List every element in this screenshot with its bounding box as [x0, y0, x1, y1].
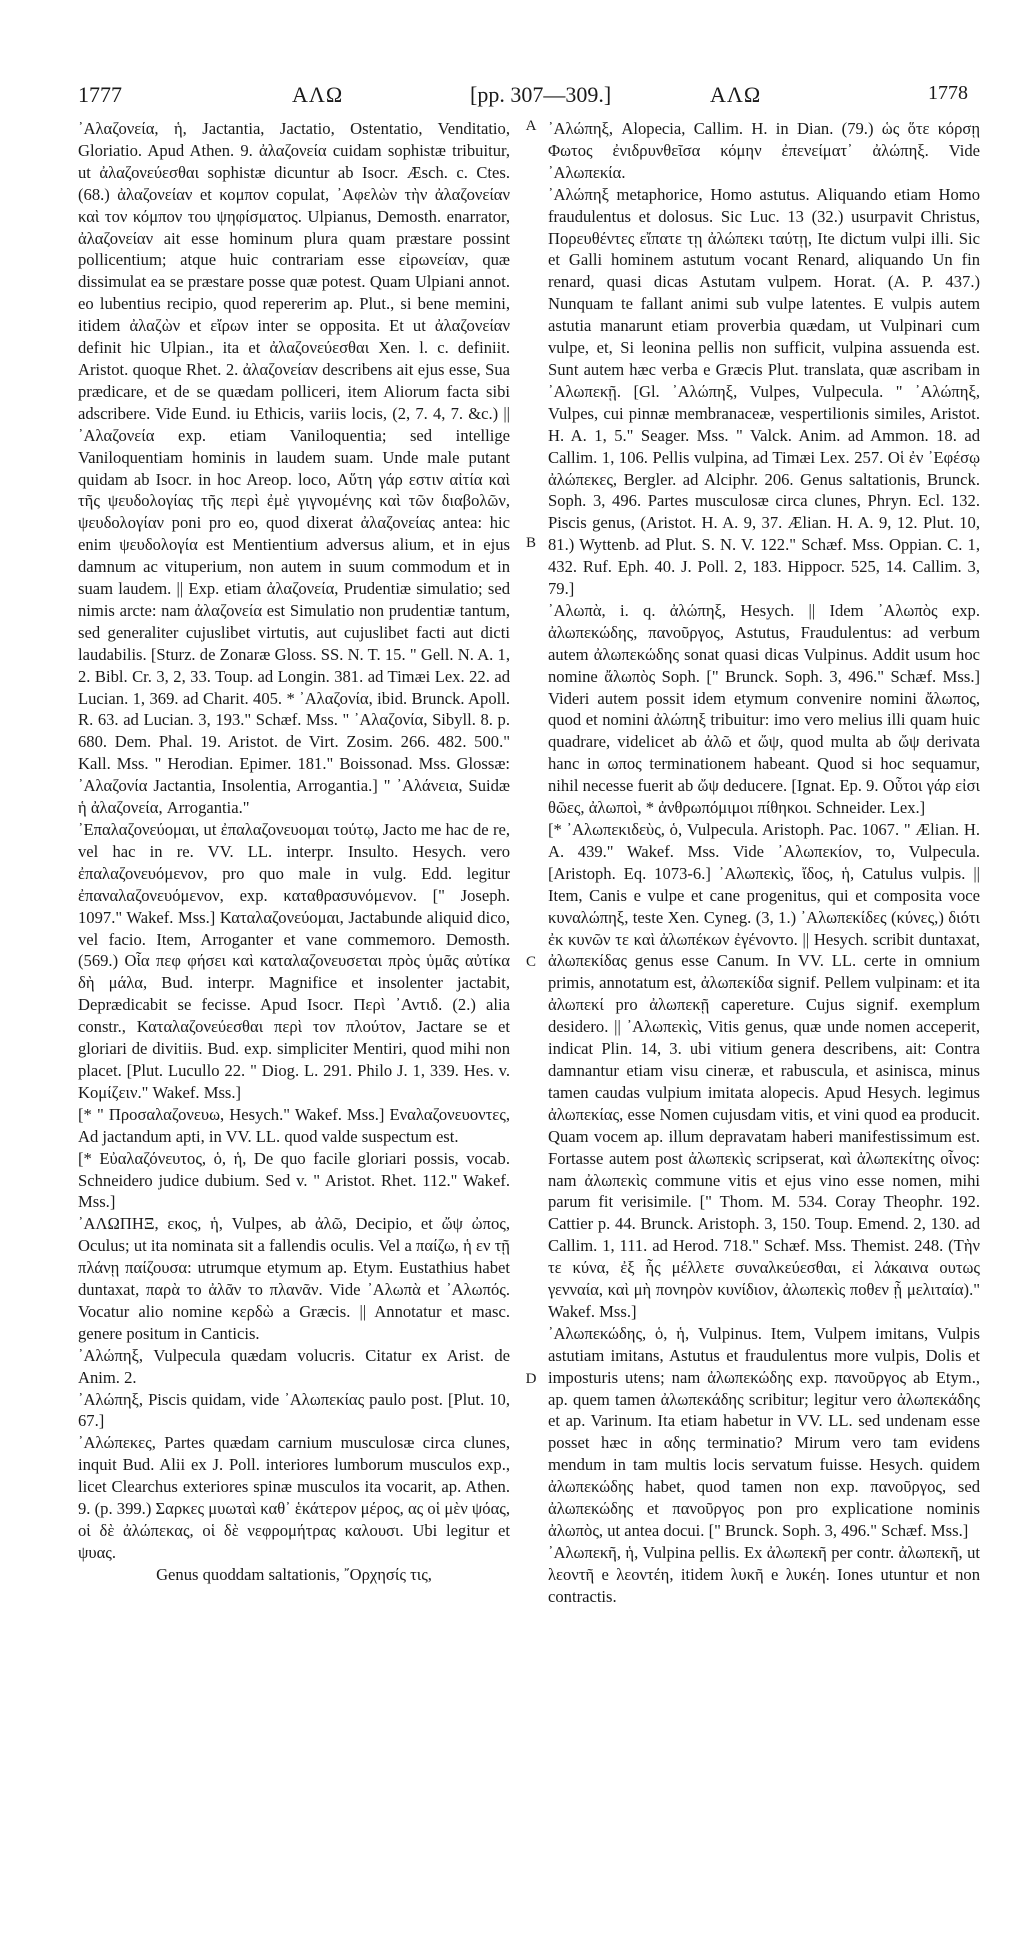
entry-alopeke: ᾿Αλωπεκῆ, ἡ, Vulpina pellis. Ex ἀλωπεκῆ per contr. ἀλωπεκῆ, ut λεοντῆ e λεοντέη, itidem λυκῆ e λυκέη. Iones utuntur et non contractis. — [548, 1542, 980, 1606]
page-number-right: 1778 — [928, 82, 968, 104]
page-number-left: 1777 — [78, 82, 122, 107]
entry-prosalazoneuo: [* " Προσαλαζονευω, Hesych." Wakef. Mss.] Εναλαζονευοντες, Ad jactandum apti, in VV. LL. quod valde suspectum est. — [78, 1104, 510, 1146]
running-headword-right: ΑΛΩ — [710, 82, 762, 107]
entry-saltatio: Genus quoddam saltationis, ῎Ορχησίς τις, — [156, 1564, 432, 1584]
margin-marker-c: C — [525, 954, 536, 970]
entry-eualazoneutos: [* Εὐαλαζόνευτος, ὁ, ἡ, De quo facile gloriari possis, vocab. Schneidero judice dubium. Sed v. " Aristot. Rhet. 112." Wakef. Mss.] — [78, 1148, 510, 1212]
left-column — [78, 118, 510, 1918]
entry-alopekodes: ᾿Αλωπεκώδης, ὁ, ἡ, Vulpinus. Item, Vulpem imitans, Vulpis astutiam imitans, Astutus et fraudulentus more vulpis, Dolis et imposturis utens; nam ἀλωπεκώδης exp. πανοῦργος ab Etym., ap. quem tamen ἀλωπεκάδης scribitur; legitur vero ἀλωπεκάδης et ap. Varinum. Ita etiam habetur in VV. LL. sed undenam esse posset hæc in αδης terminatio? Mirum vero tam evidens mendum in tam multis locis servatum fuisse. Hesych. quidem ἀλωπεκώδης habet, quod tamen non exp. πανοῦργος, sed ἀλωπεκώδης et πανοῦργος pon pro explicatione nominis ἀλωπὸς, ut antea docui. [" Brunck. Soph. 3, 496." Schæf. Mss.] — [548, 1323, 980, 1540]
entry-epalazoneuomai: ᾿Επαλαζονεύομαι, ut ἐπαλαζονευομαι τούτῳ, Jacto me hac de re, vel hac in re. VV. LL. interpr. Insulto. Hesych. vero ἐπαλαζονευόμενον, pro quo male in vulg. Edd. legitur ἐπαναλαζονευόμενον, exp. καταθρασυνόμενον. [" Joseph. 1097." Wakef. Mss.] Καταλαζονεύομαι, Jactabunde aliquid dico, vel facio. Item, Arroganter et vane commemoro. Demosth. (569.) Οἷα πεφ φήσει καὶ καταλαζονευσεται πρὸς ὑμᾶς αὐτίκα δὴ μάλα, Bud. interpr. Magnifice et insolenter jactabit, Deprædicabit se fecisse. Apud Isocr. Περὶ ᾿Αντιδ. (2.) alia constr., Καταλαζονεύεσθαι περὶ τον πλούτον, Jactare se et gloriari de divitiis. Bud. exp. simpliciter Mentiri, quod mihi non placet. [Plut. Lucullo 22. " Diog. L. 291. Philo J. 1, 339. Hes. v. Κομίζειν." Wakef. Mss.] — [78, 820, 510, 1102]
entry-alopex: ᾿ΑΛΩΠΗΞ, εκος, ἡ, Vulpes, ab ἀλῶ, Decipio, et ὤψ ὠπος, Oculus; ut ita nominata sit a fallendis oculis. Vel a παίζω, ἡ εν τῇ πλάνῃ παίζουσα: utrumque etymum ap. Etym. Eustathius habet duntaxat, παρὰ το ἀλᾶν το πλανᾶν. Vide ᾿Αλωπὰ et ᾿Αλωπός. Vocatur alio nomine κερδὼ a Græcis. || Annotatur et masc. genere positum in Canticis. — [78, 1214, 510, 1343]
page-range: [pp. 307—309.] — [470, 82, 612, 107]
right-column — [548, 118, 980, 1918]
entry-alopex-metaphorice: ᾿Αλώπηξ metaphorice, Homo astutus. Aliquando etiam Homo fraudulentus et dolosus. Sic Luc. 13 (32.) usurpavit Christus, Πορευθέντες εἴπατε τῃ ἀλώπεκι ταύτῃ, Ite dictum vulpi illi. Sic et Galli hominem astutum vocant Renard, aliquando Un fin renard, quasi dicas Astutam vulpem. Horat. (A. P. 437.) Nunquam te fallant animi sub vulpe latentes. E vulpis autem astutia manarunt etiam proverbia quædam, ut Vulpinari cum vulpe, et, Si leonina pellis non sufficit, vulpina assuenda est. Sunt autem hæc verba e Græcis Plut. translata, quæ ascribam in ᾿Αλωπεκῇ. [Gl. ᾿Αλώπηξ, Vulpes, Vulpecula. " ᾿Αλώπηξ, Vulpes, cui pinnæ membranaceæ, vespertilionis similes, Aristot. H. A. 1, 5." Seager. Mss. " Valck. Anim. ad Ammon. 18. ad Callim. 1, 106. Pellis vulpina, ad Timæi Lex. 257. Οἱ ἐν ᾿Εφέσῳ ἀλώπεκες, Bergler. ad Alciphr. 206. Genus saltationis, Brunck. Soph. 3, 496. Partes musculosæ circa clunes, Phryn. Ecl. 132. Piscis genus, (Aristot. H. A. 9, 37. Ælian. H. A. 9, 12. Plut. 10, 81.) Wyttenb. ad Plut. S. N. V. 122." Schæf. Mss. Oppian. C. 1, 432. Ruf. Eph. 40. J. Poll. 2, 183. Hippocr. 525, 14. Callim. 3, 79.] — [548, 184, 980, 599]
entry-alopex-piscis: ᾿Αλώπηξ, Piscis quidam, vide ᾿Αλωπεκίας paulo post. [Plut. 10, 67.] — [78, 1389, 510, 1431]
margin-marker-a: A — [525, 118, 537, 134]
margin-marker-b: B — [525, 535, 536, 551]
entry-alopekideus: [* ᾿Αλωπεκιδεὺς, ὁ, Vulpecula. Aristoph. Pac. 1067. " Ælian. H. A. 439." Wakef. Mss. Vide ᾿Αλωπεκίον, το, Vulpecula. [Aristoph. Eq. 1073-6.] ᾿Αλωπεκὶς, ἴδος, ἡ, Catulus vulpis. || Item, Canis e vulpe et cane progenitus, qui et composita voce κυναλώπηξ, teste Xen. Cyneg. (3, 1.) ᾿Αλωπεκίδες (κύνες,) διότι ἐκ κυνῶν τε καὶ ἀλωπέκων ἐγένοντο. || Hesych. scribit duntaxat, ἀλωπεκίδας genus esse Canum. In VV. LL. certe in omnium primis, annotatum est, ἀλωπεκίδα signif. Pellem vulpinam: et ita ἀλωπεκί pro ἀλωπεκῇ capereture. Cujus signif. exemplum desidero. || ᾿Αλωπεκὶς, Vitis genus, quæ unde nomen acceperit, indicat Plin. 14, 3. ubi vitium genera describens, ait: Contra damnantur etiam visu cineræ, et rabuscula, et asinisca, minus tamen caudas vulpium imitata alopecis. Apud Hesych. legimus ἀλωπεκίας, esse Nomen cujusdam vitis, et vini quod ea producit. Quam vocem ap. illum depravatam haberi manifestissimum est. Fortasse autem post ἀλωπεκὶς scripserat, καὶ ἀλωπεκίτης οἶνος: nam ἀλωπεκὶς commune vitis et ejus vino esse nomen, mihi parum fit verisimile. [" Thom. M. 534. Coray Theophr. 192. Cattier p. 44. Brunck. Aristoph. 3, 150. Toup. Emend. 2, 130. ad Callim. 1, 111. ad Herod. 718." Schæf. Mss. Themist. 248. (Τὴν τε κύνα, ἐξ ἧς μέλλετε συναλκεύεσθαι, εἰ λάκαινα ουτως γενναία, καὶ μὴ πονηρὸν κυνίδιον, ἀλωπεκὶς ποθεν ᾖ μελιταία)." Wakef. Mss.] — [548, 820, 980, 1321]
entry-alazoneia: ᾿Αλαζονεία, ἡ, Jactantia, Jactatio, Ostentatio, Venditatio, Gloriatio. Apud Athen. 9. ἀλαζονεία cuidam sophistæ tribuitur, ut ἀλαζονεύεσθαι sophistæ dicuntur ab Isocr. Æsch. c. Ctes. (68.) ἀλαζονείαν et κομπον copulat, ᾿Αφελὼν τὴν ἀλαζονείαν καὶ τον κόμπον του ψηφίσματος. Ulpianus, Demosth. enarrator, ἀλαζονείαν ait esse hominum plura quam præstare possint pollicentium; atque huic contrariam esse εἰρωνείαν, quæ dissimulat ea se præstare posse quæ potest. Quam Ulpiani annot. eo lubentius recipio, quod repererim ap. Plut., si bene memini, itidem ἀλαζὼν et εἴρων inter se opposita. Et ut ἀλαζονείαν definit hic Ulpian., ita et ἀλαζονεύεσθαι Xen. l. c. definiit. Aristot. quoque Rhet. 2. ἀλαζονείαν describens ait ejus esse, Sua prædicare, et de se quædam polliceri, item Aliorum facta sibi adscribere. Vide Eund. iu Ethicis, variis locis, (2, 7. 4, 7. &c.) || ᾿Αλαζονεία exp. etiam Vaniloquentia; sed intellige Vaniloquentiam hominis in laudem suam. Unde male putant quidam ab Isocr. in hoc Areop. loco, Αὕτη γάρ εστιν αἰτία καὶ τῆς ψευδολογίας τῆς περὶ ἐμὲ γιγνομένης καὶ τῶν διαβολῶν, ψευδολογίαν poni pro eo, quod dixerat ἀλαζονείας antea: hic enim ψευδολογία est Mentientium adversus alium, et in ejus damnum ac vituperium, non autem in suum commodum et in suam laudem. || Exp. etiam ἀλαζονεία, Prudentiæ simulatio; sed nimis arcte: nam ἀλαζονεία est Simulatio non prudentiæ tantum, sed generaliter cujuslibet virtutis, aut cujuslibet facti aut dicti laudabilis. [Sturz. de Zonaræ Gloss. SS. N. T. 15. " Gell. N. A. 1, 2. Bibl. Cr. 3, 2, 33. Toup. ad Longin. 381. ad Timæi Lex. 22. ad Lucian. 1, 369. ad Charit. 405. * ᾿Αλαζονία, ibid. Brunck. Apoll. R. 63. ad Lucian. 3, 193." Schæf. Mss. " ᾿Αλαζονία, Sibyll. 8. p. 680. Dem. Phal. 19. Aristot. de Virt. Zosim. 266. 482. 500." Kall. Mss. " Herodian. Epimer. 181." Boissonad. Mss. Glossæ: ᾿Αλαζονία Jactantia, Insolentia, Arrogantia.] " ᾿Αλάνεια, Suidæ ἡ ἀλαζονεία, Arrogantia." — [78, 119, 510, 818]
running-header — [78, 82, 968, 112]
entry-alopex-alopecia: ᾿Αλώπηξ, Alopecia, Callim. H. in Dian. (79.) ὡς ὅτε κόρσῃ Φωτος ἐνιδρυνθεῖσα κόμην ἐπενείματ᾿ ἀλώπηξ. Vide ᾿Αλωπεκία. — [548, 119, 980, 182]
running-headword-left: ΑΛΩ — [292, 82, 344, 107]
entry-alopa: ᾿Αλωπὰ, i. q. ἀλώπηξ, Hesych. || Idem ᾿Αλωπὸς exp. ἀλωπεκώδης, πανοῦργος, Astutus, Fraudulentus: ad verbum autem ἀλωπεκώδης sonat quasi dicas Vulpinus. Addit usum hoc nomine ἄλωπὸς Soph. [" Brunck. Soph. 3, 496." Schæf. Mss.] Videri autem possit idem etymum convenire nomini ἄλωπος, quod et nomini ἀλώπηξ tribuitur: imo vero melius illi quam huic quadrare, videlicet ab ἀλῶ et ὤψ, quod multa ab ὤψ derivata hanc in ωπος terminationem habeant. Quod si hoc sequamur, nihil necesse fuerit ab ὤψ deducere. [Ignat. Ep. 9. Οὗτοι γάρ εἰσι θῶες, ἀλωποὶ, * ἀνθρωπόμιμοι πίθηκοι. Schneider. Lex.] — [548, 600, 980, 818]
entry-alopekes: ᾿Αλώπεκες, Partes quædam carnium musculosæ circa clunes, inquit Bud. Alii ex J. Poll. interiores lumborum musculos exp., licet Clearchus exteriores spinæ musculos ita vocarit, ap. Athen. 9. (p. 399.) Σαρκες μυωταὶ καθ᾿ ἑκάτερον μέρος, ας οἱ μὲν ψόας, οἱ δὲ ἀλώπεκας, οἱ δὲ νεφρομήτρας καλουσι. Ubi legitur et ψυας. — [78, 1433, 510, 1562]
margin-marker-d: D — [525, 1371, 537, 1387]
entry-alopex-volucris: ᾿Αλώπηξ, Vulpecula quædam volucris. Citatur ex Arist. de Anim. 2. — [78, 1345, 510, 1387]
